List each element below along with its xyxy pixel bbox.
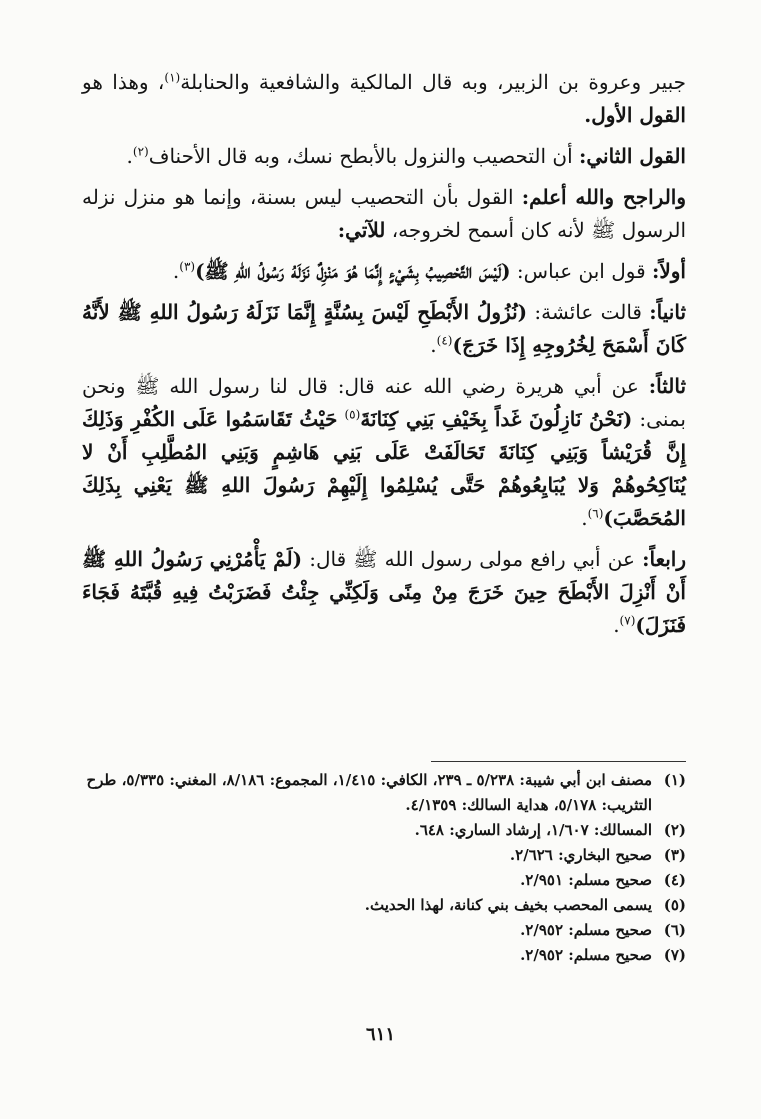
footnote-item xyxy=(82,868,686,893)
footnote-number: (٦) xyxy=(663,921,686,939)
p6-heading: ثالثاً: xyxy=(648,374,687,398)
paragraph-4 xyxy=(82,255,686,288)
footnotes xyxy=(82,768,686,968)
footnote-item xyxy=(82,768,686,818)
p6-text: عن أبي هريرة رضي الله عنه قال: قال لنا رسول الله ﷺ ونحن بمنى: xyxy=(82,374,686,431)
p5-tail: . xyxy=(430,333,437,357)
p7-heading: رابعاً: xyxy=(642,547,687,571)
page-number: ٦١١ xyxy=(365,1024,395,1045)
p4-text: قول ابن عباس: xyxy=(516,259,646,283)
footnote-text: المسالك: ١/٦٠٧، إرشاد الساري: ٦٤٨. xyxy=(414,821,652,839)
p5-text: قالت عائشة: xyxy=(534,300,642,324)
footnote-item xyxy=(82,818,686,843)
p7-quote: (لَمْ يَأْمُرْنِي رَسُولُ اللهِ ﷺ أَنْ أَنْزِلَ الأَبْطَحَ حِينَ خَرَجَ مِنْ مِنًى وَلَكِنِّي جِئْتُ فَضَرَبْتُ فِيهِ قُبَّتَهُ فَجَاءَ فَنَزَلَ) xyxy=(82,547,686,637)
p4-tail: . xyxy=(172,259,180,283)
footnote-text: صحيح مسلم: ٢/٩٥٢. xyxy=(520,946,652,964)
footnote-number: (٥) xyxy=(663,896,686,914)
paragraph-6 xyxy=(82,370,686,535)
paragraph-2 xyxy=(82,140,686,173)
footnote-text: يسمى المحصب بخيف بني كنانة، لهذا الحديث. xyxy=(364,896,652,914)
p1-tail: ، وهذا هو xyxy=(82,70,165,94)
p5-heading: ثانياً: xyxy=(649,300,687,324)
p7-text: عن أبي رافع مولى رسول الله ﷺ قال: xyxy=(309,547,635,571)
p1-bold-end: القول الأول. xyxy=(584,103,686,127)
footnote-number: (٣) xyxy=(663,846,686,864)
footnote-ref-5[interactable]: (٥) xyxy=(344,407,361,422)
footnote-ref-7[interactable]: (٧) xyxy=(619,613,636,628)
footnote-ref-1[interactable]: (١) xyxy=(164,70,181,85)
p2-tail: . xyxy=(126,144,133,168)
p4-quote: (لَيْسَ التَّحْصِيبُ بِشَيْءٍ إِنَّمَا هُوَ مَنْزِلٌ نَزَلَهُ رَسُولُ اللهِ ﷺ) xyxy=(195,259,511,283)
footnote-item xyxy=(82,893,686,918)
footnote-text: صحيح مسلم: ٢/٩٥٢. xyxy=(520,921,652,939)
p3-heading: والراجح والله أعلم: xyxy=(521,185,687,209)
footnote-number: (٧) xyxy=(663,946,686,964)
footnote-number: (٢) xyxy=(663,821,686,839)
main-text xyxy=(82,66,686,650)
p3-bold-end: للآتي: xyxy=(337,218,386,242)
footnote-item xyxy=(82,843,686,868)
p7-tail: . xyxy=(613,613,620,637)
footnote-number: (١) xyxy=(663,771,686,789)
footnote-item xyxy=(82,943,686,968)
footnote-number: (٤) xyxy=(663,871,686,889)
p6-tail: . xyxy=(581,506,588,530)
paragraph-3 xyxy=(82,181,686,247)
paragraph-1 xyxy=(82,66,686,132)
footnote-text: صحيح البخاري: ٢/٦٢٦. xyxy=(509,846,652,864)
paragraph-7 xyxy=(82,543,686,642)
footnote-text: مصنف ابن أبي شيبة: ٥/٢٣٨ ـ ٢٣٩، الكافي: ١/٤١٥، المجموع: ٨/١٨٦، المغني: ٥/٣٣٥، طرح التثريب: ٥/١٧٨، هداية السالك: ٤/١٣٥٩. xyxy=(86,771,652,814)
footnote-ref-4[interactable]: (٤) xyxy=(436,333,453,348)
p2-heading: القول الثاني: xyxy=(579,144,686,168)
footnote-ref-2[interactable]: (٢) xyxy=(132,144,149,159)
p2-text: أن التحصيب والنزول بالأبطح نسك، وبه قال الأحناف xyxy=(148,144,573,168)
p3-text: القول بأن التحصيب ليس بسنة، وإنما هو منزل نزله الرسول ﷺ لأنه كان أسمح لخروجه، xyxy=(82,185,686,242)
p4-heading: أولاً: xyxy=(651,259,686,283)
p1-text: جبير وعروة بن الزبير، وبه قال المالكية والشافعية والحنابلة xyxy=(180,70,686,94)
p6-quote: (نَحْنُ نَازِلُونَ غَداً بِخَيْفِ بَنِي كِنَانَةَ xyxy=(360,407,633,431)
p5-quote: (نُزُولُ الأَبْطَحِ لَيْسَ بِسُنَّةٍ إِنَّمَا نَزَلَهُ رَسُولُ اللهِ ﷺ لأَنَّهُ كَانَ أَسْمَحَ لِخُرُوجِهِ إِذَا خَرَجَ) xyxy=(82,300,686,357)
p6-quote-2: حَيْثُ تَقَاسَمُوا عَلَى الكُفْرِ وَذَلِكَ إِنَّ قُرَيْشاً وَبَنِي كِنَانَةَ تَحَالَفَتْ عَلَى بَنِي هَاشِمٍ وَبَنِي المُطَّلِبِ أَنْ لا يُنَاكِحُوهُمْ وَلا يُبَايِعُوهُمْ حَتَّى يُسْلِمُوا إِلَيْهِمْ رَسُولَ اللهِ ﷺ يَعْنِي بِذَلِكَ المُحَصَّبَ) xyxy=(82,407,686,530)
footnote-ref-6[interactable]: (٦) xyxy=(587,506,604,521)
footnote-divider xyxy=(431,761,686,762)
paragraph-5 xyxy=(82,296,686,362)
footnote-ref-3[interactable]: (٣) xyxy=(179,259,196,274)
footnote-item xyxy=(82,918,686,943)
footnote-text: صحيح مسلم: ٢/٩٥١. xyxy=(520,871,652,889)
